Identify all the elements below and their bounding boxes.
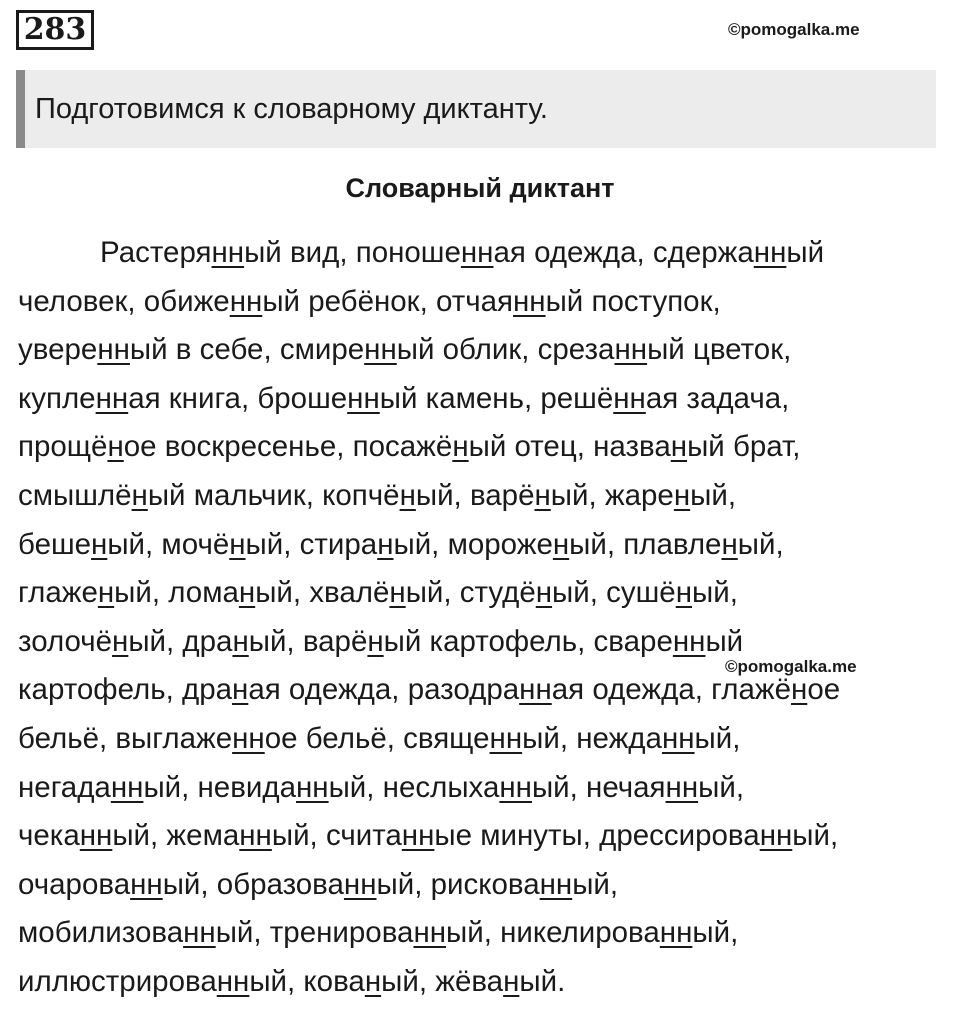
dictation-word: глаженый [18, 576, 152, 610]
spelling-highlight: нн [539, 867, 573, 901]
spelling-highlight: нн [661, 721, 695, 755]
spelling-highlight: н [389, 576, 406, 610]
dictation-word: , никелированный [483, 916, 731, 950]
dictation-word: , кованый [287, 964, 419, 998]
dictation-word: , [829, 819, 839, 853]
spelling-highlight: нн [229, 284, 263, 318]
spelling-highlight: нн [672, 624, 706, 658]
dictation-line [18, 861, 948, 910]
spelling-highlight: нн [613, 381, 646, 415]
spelling-highlight: н [232, 673, 249, 707]
dictation-word: , [609, 867, 619, 901]
dictation-text [18, 229, 948, 1007]
dictation-word: , нежданный [559, 721, 733, 755]
dictation-word: отец, названый [506, 430, 725, 464]
dictation-word: поступок, [583, 284, 721, 318]
dictation-word: бешеный [18, 527, 146, 561]
dictation-word: , хвалёный [292, 576, 444, 610]
dictation-word: , [730, 916, 739, 950]
dictation-line [18, 958, 948, 1007]
spelling-highlight: нн [296, 770, 329, 804]
dictation-word: уверенный [18, 333, 168, 367]
dictation-word: , [732, 721, 741, 755]
spelling-highlight: нн [513, 284, 546, 318]
dictation-line [18, 326, 948, 375]
dictation-word: , [775, 527, 784, 561]
spelling-highlight: н [791, 673, 808, 707]
dictation-word: купленная [18, 381, 161, 415]
spelling-highlight: н [131, 478, 148, 512]
spelling-highlight: нн [665, 770, 699, 804]
dictation-word: , [729, 576, 738, 610]
dictation-word: бельё, выглаженное [18, 721, 298, 755]
dictation-word: книга, брошенный [160, 381, 418, 415]
dictation-word: ребёнок, отчаянный [300, 284, 584, 318]
dictation-word: , плавленый [606, 527, 776, 561]
spelling-highlight: н [229, 527, 246, 561]
dictation-word: , стираный [283, 527, 432, 561]
dictation-word: , неслыханный [366, 770, 570, 804]
spelling-highlight: н [673, 478, 691, 512]
dictation-line [18, 472, 948, 521]
dictation-word: , варёный [286, 624, 422, 658]
dictation-word: бельё, священный [297, 721, 560, 755]
spelling-highlight: н [721, 527, 738, 561]
dictation-word: камень, решённая [417, 381, 679, 415]
dictation-word: , невиданный [181, 770, 367, 804]
dictation-word: , считанные [309, 819, 473, 853]
dictation-word: , рискованный [414, 867, 610, 901]
spelling-highlight: н [367, 624, 384, 658]
dictation-title: Словарный диктант [345, 173, 615, 203]
spelling-highlight: нн [401, 819, 435, 853]
dictation-word: , тренированный [253, 916, 484, 950]
dictation-line [18, 375, 948, 424]
task-instruction [16, 70, 936, 148]
dictation-word: воскресенье, посажёный [156, 430, 507, 464]
dictation-word: цветок, [684, 333, 792, 367]
spelling-highlight: нн [499, 770, 532, 804]
spelling-highlight: нн [95, 381, 129, 415]
dictation-word: прощёное [18, 430, 157, 464]
spelling-highlight: нн [232, 721, 265, 755]
dictation-line [18, 909, 948, 958]
spelling-highlight: нн [110, 770, 144, 804]
spelling-highlight: нн [183, 916, 216, 950]
spelling-highlight: нн [413, 916, 447, 950]
dictation-word: , варёный [453, 478, 589, 512]
dictation-word: , жеманный [150, 819, 310, 853]
spelling-highlight: нн [460, 236, 494, 269]
dictation-line [18, 521, 948, 570]
dictation-line [18, 764, 948, 813]
spelling-highlight: нн [347, 381, 380, 415]
spelling-highlight: нн [753, 236, 787, 269]
spelling-highlight: н [552, 527, 570, 561]
spelling-highlight: н [107, 430, 124, 464]
dictation-line [18, 569, 948, 618]
dictation-word: , драный [166, 624, 287, 658]
dictation-word: одежда, глажёное [584, 673, 841, 707]
dictation-word: , студёный [443, 576, 590, 610]
spelling-highlight: нн [216, 964, 250, 998]
spelling-highlight: нн [130, 867, 163, 901]
dictation-word: картофель, драная [18, 673, 281, 707]
spelling-highlight: н [675, 576, 692, 610]
spelling-highlight: н [535, 576, 553, 610]
spelling-highlight: н [238, 576, 256, 610]
watermark: ©pomogalka.me [728, 20, 860, 39]
dictation-line [18, 812, 948, 861]
dictation-word: Растерянный [100, 236, 282, 269]
dictation-line [18, 423, 948, 472]
dictation-word: . [557, 964, 566, 998]
spelling-highlight: нн [97, 333, 130, 367]
dictation-word: в себе, смиренный [167, 333, 435, 367]
spelling-highlight: н [534, 478, 551, 512]
dictation-word: , образованный [200, 867, 415, 901]
spelling-highlight: н [91, 527, 108, 561]
dictation-word: золочёный [18, 624, 167, 658]
dictation-word: вид, поношенная [281, 236, 526, 269]
dictation-word: , мороженый [431, 527, 607, 561]
dictation-word: задача, [678, 381, 790, 415]
dictation-line [18, 229, 948, 278]
dictation-word: , мочёный [145, 527, 284, 561]
dictation-line [18, 715, 948, 764]
spelling-highlight: нн [759, 819, 793, 853]
dictation-word: минуты, дрессированный [472, 819, 830, 853]
spelling-highlight: нн [343, 867, 377, 901]
spelling-highlight: нн [79, 819, 113, 853]
task-instruction-text: Подготовимся к словарному диктанту. [35, 93, 548, 125]
dictation-word: , сушёный [589, 576, 730, 610]
spelling-highlight: н [232, 624, 249, 658]
dictation-word: облик, срезанный [434, 333, 685, 367]
spelling-highlight: нн [614, 333, 648, 367]
dictation-word: человек, обиженный [18, 284, 300, 318]
dictation-word: одежда, сдержанный [525, 236, 825, 269]
spelling-highlight: нн [239, 819, 272, 853]
spelling-highlight: н [112, 624, 129, 658]
dictation-word: чеканный [18, 819, 151, 853]
spelling-highlight: н [452, 430, 469, 464]
dictation-word: одежда, разодранная [280, 673, 585, 707]
spelling-highlight: нн [659, 916, 693, 950]
dictation-word: , нечаянный [569, 770, 736, 804]
dictation-word: смышлёный [18, 478, 186, 512]
spelling-highlight: нн [519, 673, 552, 707]
spelling-highlight: нн [211, 236, 245, 269]
dictation-word: мобилизованный [18, 916, 254, 950]
spelling-highlight: н [97, 576, 115, 610]
spelling-highlight: н [364, 964, 382, 998]
spelling-highlight: н [399, 478, 416, 512]
dictation-word: , жёваный [418, 964, 558, 998]
dictation-word: , [727, 478, 737, 512]
dictation-word: мальчик, копчёный [185, 478, 454, 512]
task-number: 283 [16, 10, 94, 50]
dictation-word: картофель, сваренный [421, 624, 744, 658]
dictation-line [18, 278, 948, 327]
dictation-word: негаданный [18, 770, 182, 804]
dictation-word: иллюстрированный [18, 964, 288, 998]
watermark-overlay: ©pomogalka.me [725, 657, 857, 676]
dictation-word: , жареный [588, 478, 728, 512]
spelling-highlight: н [377, 527, 394, 561]
spelling-highlight: н [503, 964, 520, 998]
dictation-word: брат, [724, 430, 801, 464]
spelling-highlight: н [670, 430, 688, 464]
dictation-word: , [735, 770, 745, 804]
dictation-word: очарованный [18, 867, 201, 901]
spelling-highlight: нн [489, 721, 523, 755]
spelling-highlight: нн [364, 333, 397, 367]
dictation-word: , ломаный [151, 576, 293, 610]
